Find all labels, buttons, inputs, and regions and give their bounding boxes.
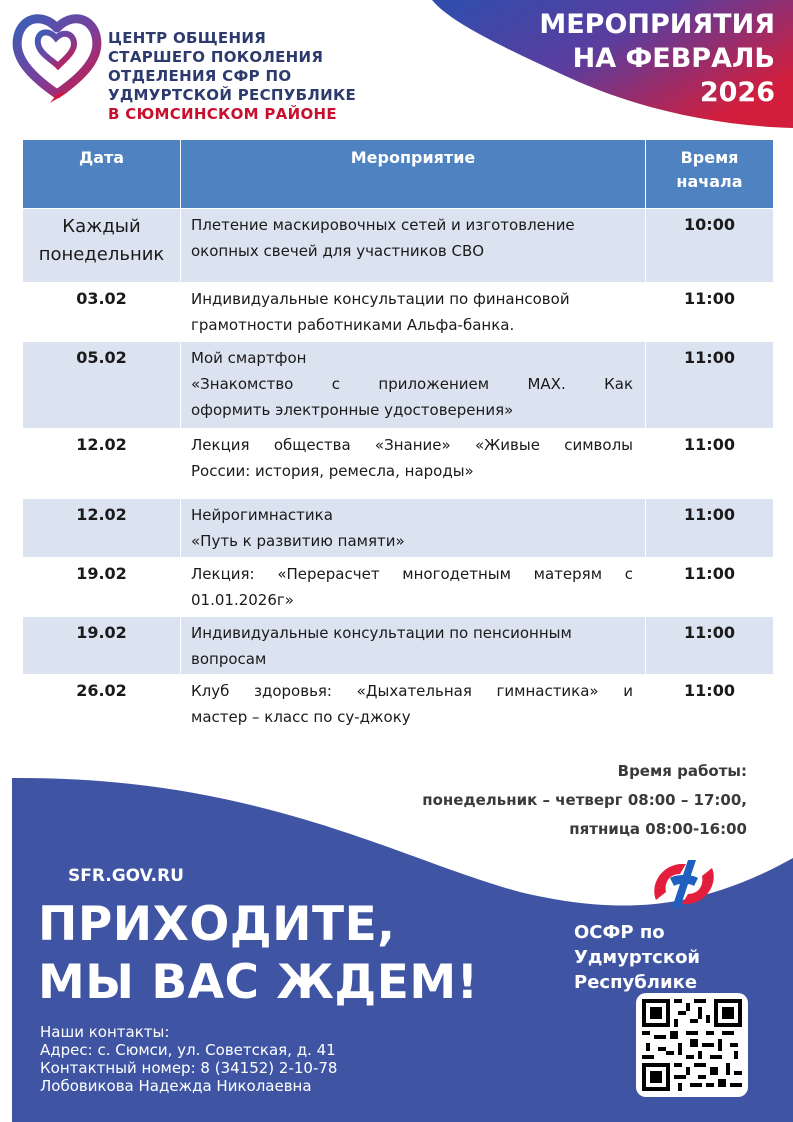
event-line: оформить электронные удостоверения» xyxy=(191,401,514,419)
event-date-line: понедельник xyxy=(38,244,165,265)
event-time: 11:00 xyxy=(646,283,774,342)
event-date: 19.02 xyxy=(23,617,181,675)
table-row xyxy=(23,342,774,429)
slogan-line: МЫ ВАС ЖДЕМ! xyxy=(38,955,479,1010)
table-row xyxy=(23,675,774,733)
event-description xyxy=(181,675,646,733)
event-line: окопных свечей для участников СВО xyxy=(191,242,485,260)
event-time: 11:00 xyxy=(646,429,774,499)
event-time: 11:00 xyxy=(646,558,774,617)
event-time: 11:00 xyxy=(646,617,774,675)
org-name-line: СТАРШЕГО ПОКОЛЕНИЯ xyxy=(108,48,324,66)
event-date: 05.02 xyxy=(23,342,181,429)
event-line: 01.01.2026г» xyxy=(191,591,294,609)
org-name-line: УДМУРТСКОЙ РЕСПУБЛИКЕ xyxy=(108,86,357,104)
event-date-line: Каждый xyxy=(62,216,141,237)
page-title-line: 2026 xyxy=(699,77,775,108)
org-name-line: В СЮМСИНСКОМ РАЙОНЕ xyxy=(108,105,337,123)
column-header-time-line: Время xyxy=(680,148,739,167)
page-title-line: МЕРОПРИЯТИЯ xyxy=(539,9,775,40)
event-line: Лекция общества «Знание» «Живые символы xyxy=(191,436,633,454)
contacts-phone: Контактный номер: 8 (34152) 2-10-78 xyxy=(40,1059,338,1077)
event-description xyxy=(181,209,646,283)
event-line: «Путь к развитию памяти» xyxy=(191,532,405,550)
column-header-event: Мероприятие xyxy=(181,140,646,209)
event-line: Клуб здоровья: «Дыхательная гимнастика» и xyxy=(191,682,633,700)
table-row xyxy=(23,499,774,558)
sfr-logo-icon xyxy=(648,856,720,912)
column-header-time-line: начала xyxy=(676,172,743,191)
work-hours-line: понедельник – четверг 08:00 – 17:00, xyxy=(422,791,747,809)
work-hours xyxy=(422,757,747,844)
event-description xyxy=(181,499,646,558)
event-line: России: история, ремесла, народы» xyxy=(191,462,474,480)
event-line: грамотности работниками Альфа-банка. xyxy=(191,316,515,334)
event-date: 26.02 xyxy=(23,675,181,733)
table-row xyxy=(23,617,774,675)
heart-logo-icon xyxy=(12,8,102,104)
event-description xyxy=(181,617,646,675)
event-line: «Знакомство с приложением MAX. Как xyxy=(191,375,633,393)
event-line: Индивидуальные консультации по пенсионным xyxy=(191,624,572,642)
website-link[interactable]: SFR.GOV.RU xyxy=(68,866,184,886)
qr-code-pattern xyxy=(642,999,742,1091)
osfr-name xyxy=(574,920,700,995)
org-name xyxy=(108,29,356,124)
column-header-time xyxy=(646,140,774,209)
table-row xyxy=(23,429,774,499)
event-date xyxy=(23,209,181,283)
contacts-address: Адрес: с. Сюмси, ул. Советская, д. 41 xyxy=(40,1041,336,1059)
event-line: Плетение маскировочных сетей и изготовление xyxy=(191,216,575,234)
org-name-line: ЦЕНТР ОБЩЕНИЯ xyxy=(108,29,267,47)
event-description xyxy=(181,342,646,429)
event-line: мастер – класс по су-джоку xyxy=(191,708,411,726)
event-line: Лекция: «Перерасчет многодетным матерям с xyxy=(191,565,633,583)
event-description xyxy=(181,283,646,342)
event-line: вопросам xyxy=(191,650,267,668)
osfr-name-line: ОСФР по xyxy=(574,922,665,943)
event-description xyxy=(181,429,646,499)
event-line: Индивидуальные консультации по финансовой xyxy=(191,290,570,308)
osfr-name-line: Удмуртской xyxy=(574,947,701,968)
event-line: Мой смартфон xyxy=(191,349,307,367)
event-description xyxy=(181,558,646,617)
event-time: 10:00 xyxy=(646,209,774,283)
qr-code-icon[interactable] xyxy=(636,993,748,1097)
work-hours-line: пятница 08:00-16:00 xyxy=(569,820,747,838)
osfr-name-line: Республике xyxy=(574,972,698,993)
contacts-title: Наши контакты: xyxy=(40,1023,170,1041)
event-line: Нейрогимнастика xyxy=(191,506,333,524)
work-hours-title: Время работы: xyxy=(617,762,747,780)
table-header-row xyxy=(23,140,774,209)
contacts-person: Лобовикова Надежда Николаевна xyxy=(40,1077,312,1095)
table-row xyxy=(23,558,774,617)
event-date: 12.02 xyxy=(23,499,181,558)
event-time: 11:00 xyxy=(646,499,774,558)
event-time: 11:00 xyxy=(646,675,774,733)
slogan xyxy=(38,896,479,1012)
event-date: 19.02 xyxy=(23,558,181,617)
events-table xyxy=(22,139,774,733)
event-date: 03.02 xyxy=(23,283,181,342)
org-name-line: ОТДЕЛЕНИЯ СФР ПО xyxy=(108,67,292,85)
slogan-line: ПРИХОДИТЕ, xyxy=(38,897,396,952)
event-date: 12.02 xyxy=(23,429,181,499)
column-header-date: Дата xyxy=(23,140,181,209)
event-time: 11:00 xyxy=(646,342,774,429)
contacts xyxy=(40,1023,337,1095)
page-title xyxy=(539,8,775,110)
table-row xyxy=(23,209,774,283)
table-row xyxy=(23,283,774,342)
page-title-line: НА ФЕВРАЛЬ xyxy=(572,43,775,74)
